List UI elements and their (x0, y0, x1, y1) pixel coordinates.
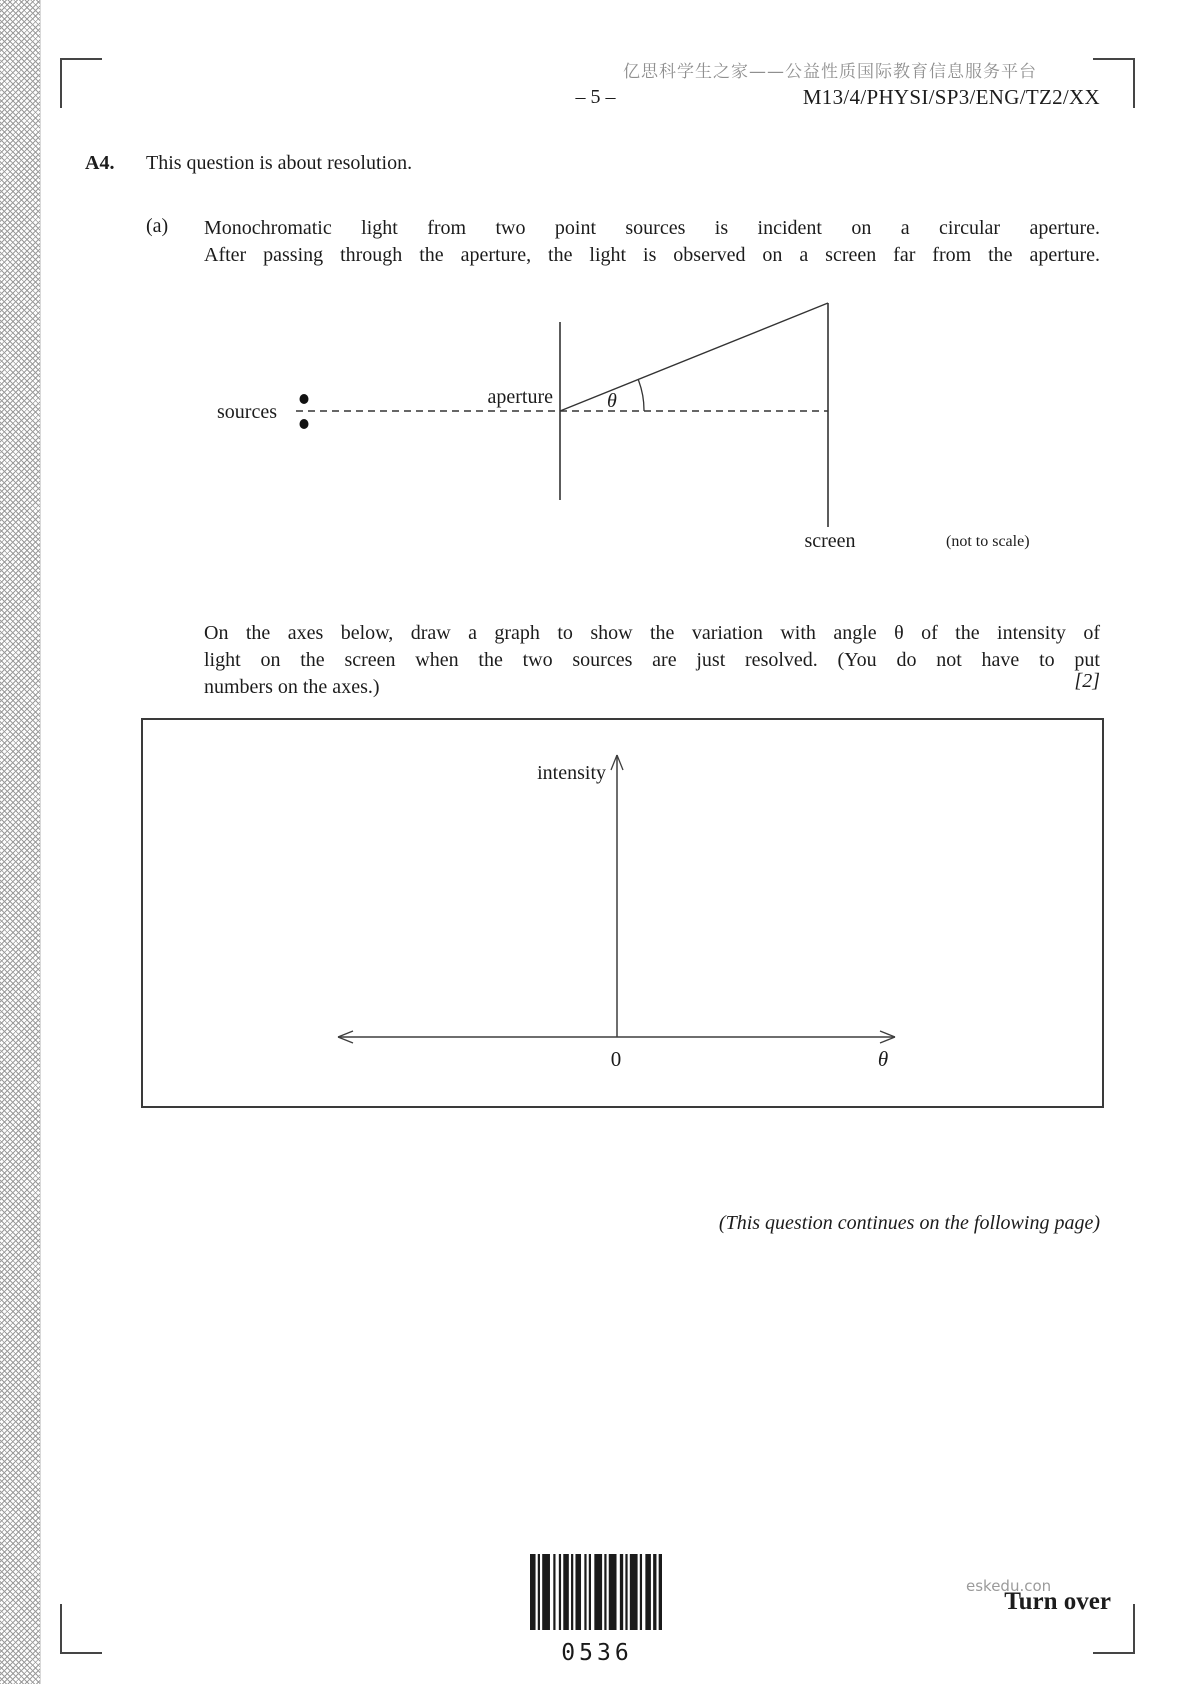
graph-prompt (204, 620, 1100, 701)
paper-code: M13/4/PHYSI/SP3/ENG/TZ2/XX (802, 85, 1100, 109)
barcode-bar (538, 1554, 540, 1630)
barcode-digits: 0536 (561, 1640, 633, 1666)
x-axis-right-arrowhead (880, 1037, 895, 1043)
watermark-text: eskedu.con (966, 1577, 1052, 1595)
barcode-bar (589, 1554, 591, 1630)
barcode-bar (659, 1554, 662, 1630)
barcode-bar (575, 1554, 581, 1630)
not-to-scale-note: (not to scale) (946, 533, 1030, 550)
page-number: – 5 – (575, 86, 616, 108)
barcode-bar (640, 1554, 642, 1630)
answer-graph-box[interactable] (141, 718, 1104, 1108)
diagonal-ray (560, 303, 828, 411)
marks-badge: [2] (1074, 670, 1100, 692)
barcode-bar (609, 1554, 617, 1630)
barcode-bar (620, 1554, 623, 1630)
aperture-label: aperture (487, 386, 553, 408)
x-axis-label: θ (877, 1047, 889, 1071)
question-number: A4. (85, 152, 115, 174)
x-axis-right-arrowhead (880, 1031, 895, 1037)
barcode-bar (630, 1554, 638, 1630)
screen-label: screen (804, 530, 856, 552)
site-banner: 亿思科学生之家——公益性质国际教育信息服务平台 (623, 62, 1037, 82)
prompt-line-1: On the axes below, draw a graph to show the variation with angle θ of the intensity of (204, 622, 1100, 644)
prompt-line-2: light on the screen when the two sources are just resolved. (You do not have to put (204, 649, 1100, 671)
resolution-diagram (150, 290, 1070, 570)
prompt-line-3: numbers on the axes.) (204, 676, 380, 698)
y-axis-arrowhead (611, 755, 617, 770)
barcode-bar (553, 1554, 555, 1630)
barcode-bar (584, 1554, 586, 1630)
x-axis-left-arrowhead (338, 1031, 353, 1037)
theta-symbol: θ (607, 390, 617, 412)
origin-label: 0 (610, 1047, 622, 1071)
barcode (530, 1554, 662, 1630)
part-a-label: (a) (146, 215, 169, 237)
question-intro: This question is about resolution. (146, 152, 413, 174)
crop-mark-bottom-left (60, 1604, 102, 1654)
barcode-bar (571, 1554, 573, 1630)
barcode-bar (530, 1554, 536, 1630)
barcode-bar (653, 1554, 656, 1630)
part-a-line-2: After passing through the aperture, the light is observed on a screen far from the aperture. (204, 244, 1100, 266)
intensity-axis-label: intensity (537, 762, 606, 784)
source-dot-top (300, 394, 309, 404)
part-a-text (204, 215, 1100, 269)
part-a-line-1: Monochromatic light from two point sources is incident on a circular aperture. (204, 217, 1100, 239)
barcode-bar (559, 1554, 561, 1630)
left-binding-texture (0, 0, 41, 1684)
barcode-bar (604, 1554, 606, 1630)
continuation-note: (This question continues on the following page) (718, 1212, 1100, 1234)
barcode-bar (625, 1554, 627, 1630)
barcode-bar (594, 1554, 602, 1630)
sources-label: sources (217, 401, 277, 423)
y-axis-arrowhead (617, 755, 623, 770)
barcode-bar (645, 1554, 651, 1630)
x-axis-left-arrowhead (338, 1037, 353, 1043)
barcode-bar (542, 1554, 550, 1630)
barcode-bar (563, 1554, 569, 1630)
turn-over-label: Turn over (1004, 1588, 1111, 1615)
source-dot-bottom (300, 419, 309, 429)
theta-angle-arc (638, 379, 644, 411)
